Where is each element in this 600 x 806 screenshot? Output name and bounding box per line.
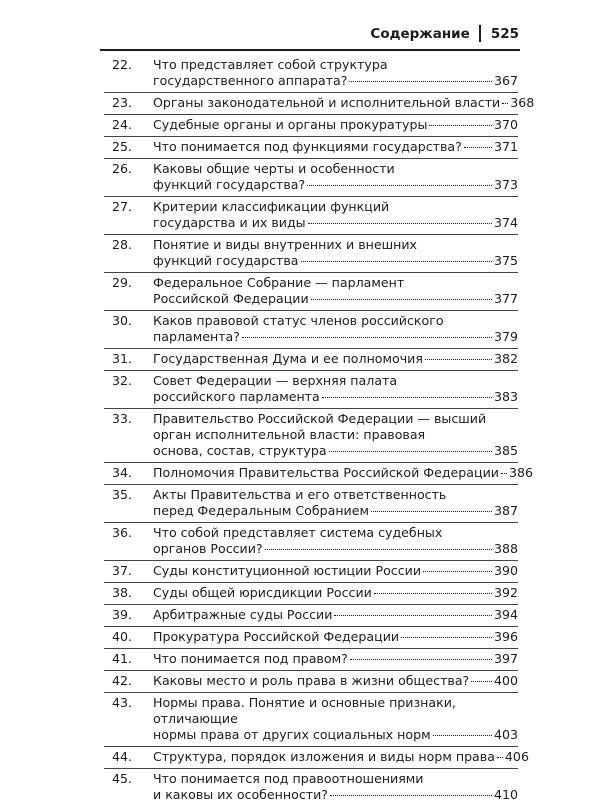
toc-entry-title-line: перед Федеральным Собранием [153,503,369,518]
toc-entry-page: 388 [493,541,518,556]
toc-entry-number: 39. [112,607,133,622]
toc-entry-last-line [153,541,518,557]
toc-entry-number: 30. [112,313,133,328]
dot-leader [334,615,492,616]
dot-leader [374,593,492,594]
toc-entry-page: 377 [493,291,518,306]
dot-leader [471,681,492,682]
toc-entry-title [148,373,518,405]
toc-entry-last-line [153,177,518,193]
toc-entry-last-line [153,215,518,231]
toc-entry-title-line: Акты Правительства и его ответственность [153,487,447,502]
running-header [370,25,519,42]
dot-leader [502,103,508,104]
toc-entry-title-line: государственного аппарата? [153,73,348,88]
toc-entry-last-line [153,291,518,307]
toc-entry[interactable] [104,196,518,234]
toc-entry-title-line: Нормы права. Понятие и основные признаки, отличающие [153,695,456,726]
dot-leader [425,359,492,360]
toc-entry[interactable] [104,408,518,462]
dot-leader [501,473,507,474]
toc-entry-title [148,57,518,89]
toc-entry-title [148,673,518,689]
toc-entry[interactable] [104,348,518,370]
toc-entry-title-line: основа, состав, структура [153,443,327,458]
toc-entry-last-line [153,253,518,269]
toc-entry-title [148,651,518,667]
toc-entry-title [148,199,518,231]
toc-entry-title-line: орган исполнительной власти: правовая [153,427,426,442]
toc-entry-number: 28. [112,237,133,252]
dot-leader [371,511,492,512]
toc-entry-title-line: органов России? [153,541,263,556]
toc-entry-title-line: парламента? [153,329,240,344]
toc-entry[interactable] [104,648,518,670]
toc-entry-title-line: Структура, порядок изложения и виды норм права [153,749,495,764]
toc-entry-number: 37. [112,563,133,578]
toc-entry[interactable] [104,158,518,196]
toc-entry-page: 373 [493,177,518,192]
toc-entry-title-line: Критерии классификации функций [153,199,390,214]
dot-leader [423,571,492,572]
toc-entry-title-line: Каковы общие черты и особенности [153,161,395,176]
toc-entry[interactable] [104,370,518,408]
toc-entry-page: 374 [493,215,518,230]
toc-entry-page: 383 [493,389,518,404]
toc-entry-number: 34. [112,465,133,480]
toc-entry-page: 400 [493,673,518,688]
toc-entry-number: 43. [112,695,133,710]
toc-entry-last-line [153,629,518,645]
toc-entry-title-line: Судебные органы и органы прокуратуры [153,117,428,132]
toc-entry-number: 32. [112,373,133,388]
toc-entry[interactable] [104,136,518,158]
dot-leader [429,125,492,126]
toc-entry-number: 44. [112,749,133,764]
toc-entry[interactable] [104,484,518,522]
toc-entry-title [148,117,518,133]
toc-entry-title [148,313,518,345]
toc-entry-page: 410 [493,787,518,802]
toc-entry-title [148,629,518,645]
toc-entry-title-line: Каковы место и роль права в жизни общества? [153,673,470,688]
toc-entry-last-line [153,443,518,459]
toc-entry-page: 403 [493,727,518,742]
toc-entry-number: 45. [112,771,133,786]
toc-entry-title-line: Суды конституционной юстиции России [153,563,422,578]
toc-entry-title [148,525,518,557]
dot-leader [497,757,503,758]
toc-entry-title-line: Каков правовой статус членов российского [153,313,444,328]
toc-entry[interactable] [104,604,518,626]
toc-entry-number: 22. [112,57,133,72]
toc-entry-number: 31. [112,351,133,366]
toc-entry-last-line [153,607,518,623]
toc-entry-last-line [153,389,518,405]
toc-entry[interactable] [104,522,518,560]
toc-entry-page: 392 [493,585,518,600]
toc-entry-last-line [153,465,533,481]
toc-entry-last-line [153,503,518,519]
toc-entry-last-line [153,585,518,601]
dot-leader [307,185,492,186]
toc-entry-title-line: Понятие и виды внутренних и внешних [153,237,417,252]
toc-entry-page: 379 [493,329,518,344]
dot-leader [311,299,492,300]
toc-entry-number: 40. [112,629,133,644]
toc-entry-number: 36. [112,525,133,540]
toc-entry-title [148,607,518,623]
toc-entry-number: 35. [112,487,133,502]
toc-entry-page: 367 [493,73,518,88]
dot-leader [330,795,492,796]
toc-entry-page: 382 [493,351,518,366]
toc-entry-title-line: Что понимается под правом? [153,651,348,666]
toc-entry-last-line [153,749,529,765]
toc-entry-last-line [153,673,518,689]
toc-entry-title [148,237,518,269]
toc-entry-last-line [153,329,518,345]
toc-entry-title [148,351,518,367]
dot-leader [464,147,492,148]
toc-entry-title [148,749,529,765]
toc-entry[interactable] [104,692,518,746]
toc-entry-number: 23. [112,95,133,110]
toc-entry[interactable] [104,560,518,582]
toc-entry[interactable] [104,114,518,136]
toc-entry-title-line: российского парламента [153,389,320,404]
toc-entry-title-line: Что представляет собой структура [153,57,388,72]
toc-entry-number: 41. [112,651,133,666]
toc-entry-title-line: Что собой представляет система судебных [153,525,443,540]
toc-entry-page: 368 [510,95,535,110]
toc-entry-title-line: Федеральное Собрание — парламент [153,275,405,290]
toc-entry-title-line: Что понимается под функциями государства? [153,139,462,154]
toc-entry-page: 370 [493,117,518,132]
toc-entry[interactable] [104,234,518,272]
dot-leader [308,223,492,224]
toc-entry-title-line: государства и их виды [153,215,306,230]
toc-entry[interactable] [104,768,518,806]
dot-leader [433,735,492,736]
toc-entry-last-line [153,651,518,667]
dot-leader [350,659,492,660]
dot-leader [242,337,492,338]
toc-entry-page: 375 [493,253,518,268]
toc-entry-title-line: Правительство Российской Федерации — высший [153,411,487,426]
toc-entry-page: 406 [504,749,529,764]
toc-entry-last-line [153,351,518,367]
toc-entry-number: 26. [112,161,133,176]
toc-entry-title [148,161,518,193]
dot-leader [349,81,492,82]
toc-entry-number: 24. [112,117,133,132]
toc-entry-last-line [153,787,518,803]
dot-leader [401,637,492,638]
toc-entry-title [148,139,518,155]
toc-entry-last-line [153,139,518,155]
toc-entry[interactable] [104,55,518,92]
toc-entry[interactable] [104,670,518,692]
toc-entry-title-line: Органы законодательной и исполнительной власти [153,95,501,110]
toc-entry-page: 390 [493,563,518,578]
toc-entry-title-line: Совет Федерации — верхняя палата [153,373,398,388]
header-rule [100,49,520,51]
toc-entry[interactable] [104,310,518,348]
toc-entry-title-line: и каковы их особенности? [153,787,328,802]
toc-entry[interactable] [104,272,518,310]
toc-entry-number: 33. [112,411,133,426]
toc-entry-title [148,585,518,601]
toc-entry[interactable] [104,92,535,114]
toc-entry[interactable] [104,462,534,484]
toc-entry-number: 25. [112,139,133,154]
toc-entry-title-line: Прокуратура Российской Федерации [153,629,400,644]
toc-entry-number: 42. [112,673,133,688]
toc-entry-title-line: функций государства? [153,177,306,192]
toc-entry-title [148,95,534,111]
toc-entry-title [148,695,518,743]
header-title: Содержание [370,25,470,42]
toc-entry-title-line: Полномочия Правительства Российской Федерации [153,465,499,480]
toc-entry-title-line: Что понимается под правоотношениями [153,771,424,786]
toc-entry-title [148,771,518,803]
dot-leader [329,451,492,452]
toc-entry-last-line [153,727,518,743]
toc-entry[interactable] [104,582,518,604]
toc-entry[interactable] [104,626,518,648]
toc-entry-title-line: нормы права от других социальных норм [153,727,431,742]
toc-entry-title-line: Государственная Дума и ее полномочия [153,351,423,366]
dot-leader [322,397,492,398]
toc-entry[interactable] [104,746,529,768]
toc-entry-title [148,275,518,307]
toc-entry-last-line [153,563,518,579]
toc-entry-title [148,487,518,519]
toc-entry-page: 394 [493,607,518,622]
header-divider [479,25,481,42]
toc-entry-title-line: Арбитражные суды России [153,607,333,622]
toc-entry-title-line: Российской Федерации [153,291,309,306]
toc-entry-title-line: функций государства [153,253,299,268]
toc-entry-number: 38. [112,585,133,600]
toc-entry-last-line [153,95,534,111]
toc-entry-last-line [153,73,518,89]
toc-entry-page: 386 [508,465,534,480]
toc-entry-page: 385 [493,443,518,458]
toc-entry-page: 371 [493,139,518,154]
toc-entry-page: 387 [493,503,518,518]
toc-entry-page: 396 [493,629,518,644]
toc-entry-title [148,465,533,481]
dot-leader [301,261,492,262]
toc-entry-page: 397 [493,651,518,666]
dot-leader [265,549,492,550]
table-of-contents [104,55,535,806]
toc-entry-title-line: Суды общей юрисдикции России [153,585,372,600]
toc-entry-title [148,411,518,459]
toc-entry-number: 27. [112,199,133,214]
toc-entry-title [148,563,518,579]
toc-entry-last-line [153,117,518,133]
toc-entry-number: 29. [112,275,133,290]
header-page-number: 525 [490,25,519,42]
